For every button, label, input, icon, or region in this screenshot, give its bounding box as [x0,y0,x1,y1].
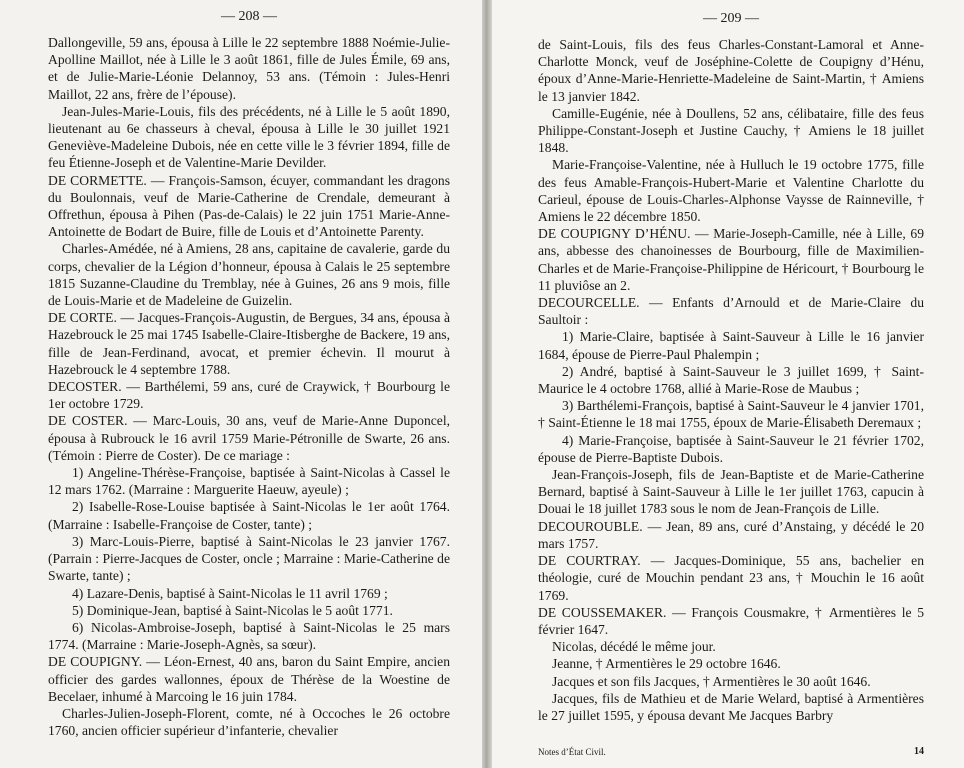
left-paragraph: Jean-Jules-Marie-Louis, fils des précédents, né à Lille le 5 août 1890, lieutenant au 6e chasseurs à cheval, épousa à Lille le 30 juillet 1921 Geneviève-Madeleine Dubois, née en cette ville le 3 février 1894, fille de feu Étienne-Joseph et de Valentine-Marie Devilder. [48,103,450,171]
page-footer [538,746,924,758]
right-page [484,0,964,768]
right-paragraph: de Saint-Louis, fils des feus Charles-Constant-Lamoral et Anne-Charlotte Monck, veuf de Joséphine-Colette de Coupigny d’Hénu, époux d’Anne-Marie-Henriette-Madeleine de Saint-Martin, † Amiens le 13 janvier 1842. [538,37,924,104]
right-list-item: 2) André, baptisé à Saint-Sauveur le 3 juillet 1699, † Saint-Maurice le 4 octobre 1768, allié à Marie-Rose de Maubus ; [538,363,924,397]
right-paragraph: Jacques et son fils Jacques, † Armentières le 30 août 1646. [552,673,871,689]
left-list-item: 2) Isabelle-Rose-Louise baptisée à Saint-Nicolas le 1er août 1764. (Marraine : Isabelle-Françoise de Coster, tante) ; [48,499,450,532]
footer-title: Notes d’État Civil. [538,747,606,757]
left-paragraph: Charles-Julien-Joseph-Florent, comte, né à Occoches le 26 octobre 1760, ancien officier supérieur d’infanterie, chevalier [48,705,450,739]
left-entry-heading: DE CORTE. — Jacques-François-Augustin, de Bergues, 34 ans, épousa à Hazebrouck le 25 mai 1745 Isabelle-Claire-Itisberghe de Backere, 19 ans, fille de Jean-Ferdinand, avocat, et premier échevin. Il mourut à Hazebrouck le 4 septembre 1788. [48,310,450,377]
right-entry-heading: DECOUROUBLE. — Jean, 89 ans, curé d’Anstaing, y décédé le 20 mars 1757. [538,518,924,551]
left-list-item: 6) Nicolas-Ambroise-Joseph, baptisé à Saint-Nicolas le 25 mars 1774. (Marraine : Marie-Joseph-Agnès, sa sœur). [48,619,450,653]
left-paragraph: Dallongeville, 59 ans, épousa à Lille le 22 septembre 1888 Noémie-Julie-Apolline Maillot, née à Lille le 3 août 1861, fille de Jules Émile, 69 ans, et de Julie-Marie-Léonie Delannoy, 53 ans. (Témoin : Jules-Henri Maillot, 22 ans, frère de l’épouse). [48,35,450,102]
right-paragraph: Jeanne, † Armentières le 29 octobre 1646. [552,656,781,672]
left-list-item: 3) Marc-Louis-Pierre, baptisé à Saint-Nicolas le 23 janvier 1767. (Parrain : Pierre-Jacques de Coster, oncle ; Marraine : Marie-Catherine de Swarte, tante) ; [48,533,450,584]
right-list-item: 4) Marie-Françoise, baptisée à Saint-Sauveur le 21 février 1702, épouse de Pierre-Baptiste Dubois. [538,432,924,465]
signature-mark: 14 [914,746,924,757]
right-entry-heading: DE COUSSEMAKER. — François Cousmakre, † Armentières le 5 février 1647. [538,604,924,637]
left-entry-heading: DE COUPIGNY. — Léon-Ernest, 40 ans, baron du Saint Empire, ancien officier des gardes wallonnes, époux de Thérèse de la Woestine de Becelaer, inhumé à Marcoing le 16 juin 1784. [48,654,450,704]
left-page-number: — 208 — [221,9,277,24]
left-list-item: 4) Lazare-Denis, baptisé à Saint-Nicolas le 11 avril 1769 ; [72,585,388,601]
left-entry-heading: DE CORMETTE. — François-Samson, écuyer, commandant les dragons du Boulonnais, veuf de Marie-Catherine de Crendale, demeurant à Offrethun, épousa à Pihen (Pas-de-Calais) le 22 juin 1751 Marie-Anne-Antoinette de Bodart de Buire, fille de Louis et d’Antoinette Parenty. [48,172,450,240]
right-paragraph: Jean-François-Joseph, fils de Jean-Baptiste et de Marie-Catherine Bernard, baptisé à Saint-Sauveur à Lille le 1er juillet 1763, capucin à Douai le 18 juillet 1783 sous le nom de Jean-François de Lille. [538,467,924,517]
right-list-item: 3) Barthélemi-François, baptisé à Saint-Sauveur le 4 janvier 1701, † Saint-Étienne le 18 mai 1755, époux de Marie-Élisabeth Deremaux ; [538,398,924,431]
left-entry-heading: DE COSTER. — Marc-Louis, 30 ans, veuf de Marie-Anne Duponcel, épousa à Rubrouck le 16 avril 1759 Marie-Pétronille de Swarte, 26 ans. (Témoin : Pierre de Coster). De ce mariage : [48,413,450,463]
right-paragraph: Camille-Eugénie, née à Doullens, 52 ans, célibataire, fille des feus Philippe-Constant-Joseph et Justine Cauchy, † Amiens le 18 juillet 1848. [538,105,924,156]
right-list-item: 1) Marie-Claire, baptisée à Saint-Sauveur à Lille le 16 janvier 1684, épouse de Pierre-Paul Phalempin ; [538,329,924,362]
left-entry-heading: DECOSTER. — Barthélemi, 59 ans, curé de Craywick, † Bourbourg le 1er octobre 1729. [48,379,450,412]
right-paragraph: Jacques, fils de Mathieu et de Marie Welard, baptisé à Armentières le 27 juillet 1595, y épousa devant Me Jacques Barbry [538,690,924,723]
right-paragraph: Marie-Françoise-Valentine, née à Hulluch le 19 octobre 1775, fille des feus Amable-François-Hubert-Marie et Valentine Charlotte du Carieul, épouse de Louis-Charles-Alphonse Vaysse de Rainneville, † Amiens le 22 décembre 1850. [538,157,924,225]
right-page-number: — 209 — [703,11,759,26]
right-entry-heading: DE COURTRAY. — Jacques-Dominique, 55 ans, bachelier en théologie, curé de Mouchin pendant 23 ans, † Mouchin le 16 août 1769. [538,553,924,603]
right-paragraph: Nicolas, décédé le même jour. [552,639,716,655]
book-gutter [482,0,492,768]
left-paragraph: Charles-Amédée, né à Amiens, 28 ans, capitaine de cavalerie, garde du corps, chevalier de la Légion d’honneur, épousa à Calais le 25 septembre 1815 Suzanne-Claudine du Tremblay, née à Guines, 26 ans 9 mois, fille de Louis-Marie et de Madeleine de Guizelin. [48,241,450,309]
right-entry-heading: DE COUPIGNY D’HÉNU. — Marie-Joseph-Camille, née à Lille, 69 ans, abbesse des chanoinesses de Bourbourg, fille de Maximilien-Charles et de Marie-Françoise-Philippine de Héricourt, † Bourbourg le 11 pluviôse an 2. [538,226,924,293]
left-list-item: 5) Dominique-Jean, baptisé à Saint-Nicolas le 5 août 1771. [72,602,393,618]
right-entry-heading: DECOURCELLE. — Enfants d’Arnould et de Marie-Claire du Saultoir : [538,295,924,328]
left-list-item: 1) Angeline-Thérèse-Françoise, baptisée à Saint-Nicolas à Cassel le 12 mars 1762. (Marraine : Marguerite Haeuw, ayeule) ; [48,465,450,498]
